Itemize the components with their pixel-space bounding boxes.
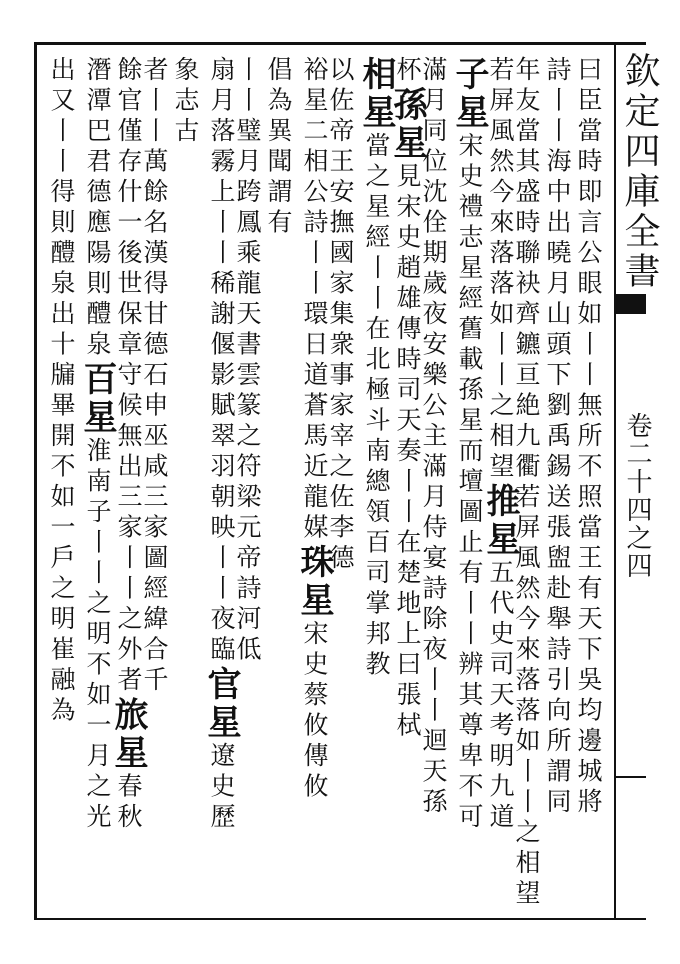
fishtail-mark-lower: [616, 776, 646, 778]
frame-bottom-border: [34, 918, 646, 920]
text-column: [49, 56, 74, 910]
fishtail-mark-upper: [616, 294, 646, 314]
text-segment: 出又丨丨得則醴泉出: [47, 56, 76, 331]
text-segment: 滿月: [419, 56, 448, 117]
text-segment: 者丨丨萬餘名漢得甘德石申巫咸三家圖經緯合千: [140, 56, 169, 697]
book-title: 欽定四庫全書: [619, 52, 660, 292]
text-segment: 若屏風然今來落落如丨丨之相望: [512, 483, 541, 910]
text-segment: 年友當其盛時聯袂齊鑣亘絶九衢: [512, 56, 541, 483]
entry-heading: 官星: [201, 666, 241, 742]
text-segment: 潛潭巴君德應陽則醴泉: [83, 56, 112, 361]
text-segment: 春秋: [114, 772, 143, 834]
text-segment: 當之星經丨丨在北極斗南總領百司掌邦教: [362, 132, 391, 681]
text-segment: 五代史司天考明九道: [486, 559, 515, 834]
text-column: [266, 56, 291, 910]
entry-heading: 推星: [480, 483, 520, 559]
text-column: [142, 56, 167, 910]
text-segment: 以佐帝王安撫國家集衆事家宰之佐李德: [326, 56, 355, 575]
text-segment: 同位沈佺期歲夜安樂公主滿月侍宴詩除夜丨丨迴天孫: [419, 117, 448, 819]
text-column: [328, 56, 353, 910]
text-column: [77, 56, 117, 910]
text-segment: 扇月落霧上丨丨稀謝偃影賦翠羽朝映丨丨夜臨: [207, 56, 236, 666]
text-segment: 遼史歷: [207, 742, 236, 834]
text-segment: 若屏風然今來落落如丨丨之相望: [486, 56, 515, 483]
text-segment: 餘官僅存什一後世保章守候無出三家丨丨之外者: [114, 56, 143, 697]
entry-heading: 相星: [356, 56, 396, 132]
text-segment: 丨丨璧月跨鳳乘龍天書雲篆之符梁元帝詩河低: [233, 56, 262, 666]
text-column: [356, 56, 396, 910]
text-column: [108, 56, 148, 910]
entry-heading: 孫星: [387, 86, 427, 163]
margin-column-rule: [614, 42, 616, 920]
text-column: [449, 56, 489, 910]
text-column: [387, 56, 427, 910]
text-column: [173, 56, 198, 910]
text-segment: 宋史禮志星經舊載孫星而壇圖止有丨丨辨其尊卑不可: [455, 132, 484, 834]
text-segment: 裕星二相公詩丨丨環日道蒼馬近龍媒: [300, 56, 329, 544]
text-segment: 象志古: [171, 56, 200, 148]
text-segment: 杯: [393, 56, 422, 87]
text-column: [294, 56, 334, 910]
entry-heading: 子星: [449, 56, 489, 132]
frame-left-border: [34, 42, 37, 920]
text-segment: 淮南子丨丨之明不如一月之光: [83, 437, 112, 834]
text-column: [421, 56, 446, 910]
entry-heading: 百星: [77, 361, 117, 437]
entry-heading: 旅星: [108, 696, 148, 773]
volume-label: 卷二十四之四: [622, 412, 652, 580]
text-column: [576, 56, 601, 910]
text-column: [235, 56, 260, 910]
text-segment: 見宋史趙雄傳時司天奏丨丨在楚地上曰張栻: [393, 162, 422, 742]
text-segment: 十牖畢開不如一戶之明崔融為: [47, 330, 76, 727]
text-segment: 宋史蔡攸傳攸: [300, 620, 329, 803]
text-column: [480, 56, 520, 910]
text-segment: 曰臣當時即言公眼如丨丨無所不照當王有天下吳均邊城將: [574, 56, 603, 819]
frame-top-border: [34, 42, 646, 45]
text-segment: 詩丨丨海中出曉月山頭下劉禹錫送張盥赴舉詩引向所謂同: [543, 56, 572, 819]
text-column: [201, 56, 241, 910]
text-column: [545, 56, 570, 910]
text-segment: 倡為異聞謂有: [264, 56, 293, 239]
entry-heading: 珠星: [294, 544, 334, 620]
